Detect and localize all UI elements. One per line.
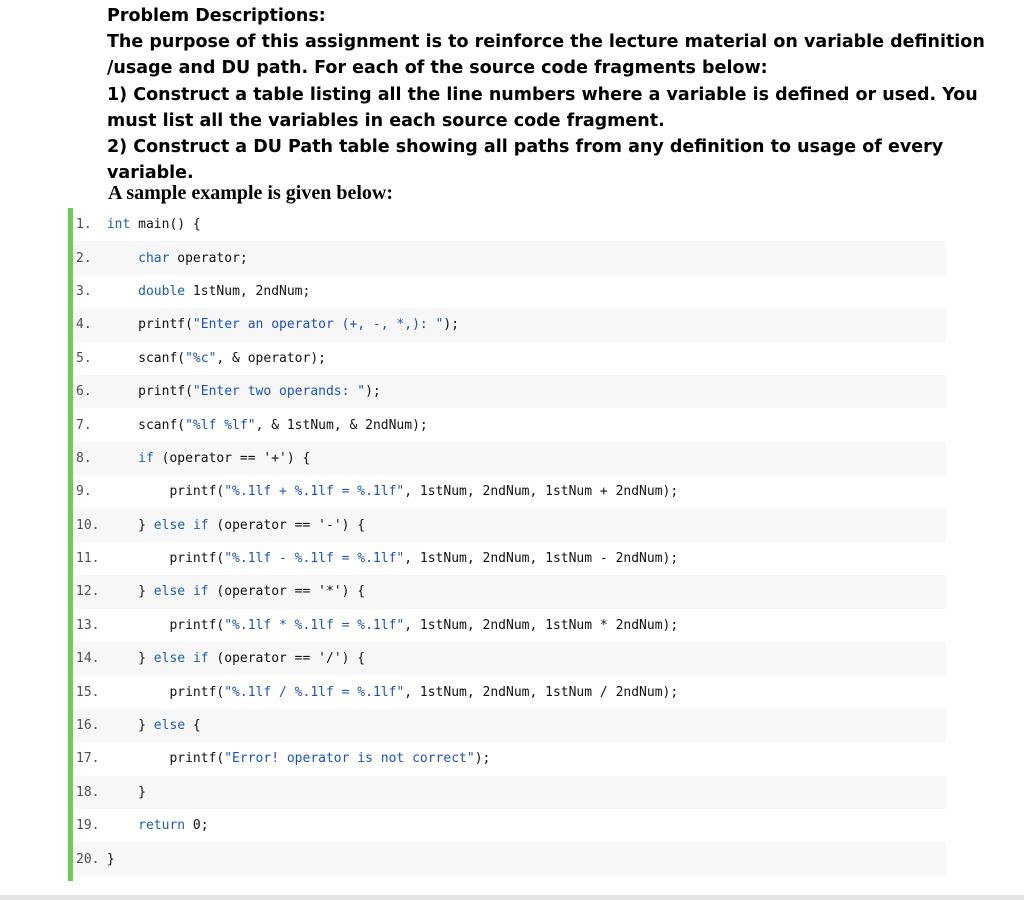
code-line (73, 809, 946, 842)
line-number: 5. (76, 350, 92, 366)
line-number: 2. (76, 250, 92, 266)
code-line (73, 842, 946, 875)
code-text: scanf("%c", & operator); (99, 350, 326, 366)
line-number: 9. (76, 484, 92, 500)
line-number: 14. (76, 651, 100, 667)
line-number: 15. (76, 684, 100, 700)
code-text: } else if (operator == '*') { (99, 584, 366, 600)
code-line (73, 776, 946, 809)
code-text: } else if (operator == '-') { (99, 517, 366, 533)
code-line (73, 575, 946, 608)
line-number: 7. (76, 417, 92, 433)
problem-task-1: 1) Construct a table listing all the line numbers where a variable is defined or used. You must list all the variables in each source code fragment. (107, 84, 978, 131)
code-line (73, 275, 946, 308)
line-number: 6. (76, 384, 92, 400)
code-line (73, 709, 946, 742)
code-line (73, 342, 946, 375)
problem-heading: Problem Descriptions: (107, 6, 326, 26)
code-line (73, 442, 946, 475)
code-text: } (99, 784, 146, 800)
code-line (73, 408, 946, 441)
page-bottom-divider (0, 895, 1024, 900)
line-number: 10. (76, 517, 100, 533)
line-number: 12. (76, 584, 100, 600)
line-number: 13. (76, 617, 100, 633)
problem-description (107, 3, 1007, 186)
code-text: printf("Enter two operands: "); (99, 384, 381, 400)
code-line (73, 742, 946, 775)
line-number: 3. (76, 283, 92, 299)
code-text: } else if (operator == '/') { (99, 651, 366, 667)
code-text: double 1stNum, 2ndNum; (138, 283, 311, 299)
line-number: 4. (76, 317, 92, 333)
code-text: char operator; (138, 250, 248, 266)
problem-task-2: 2) Construct a DU Path table showing all paths from any definition to usage of every variable. (107, 137, 944, 184)
code-text: if (operator == '+') { (138, 450, 311, 466)
code-line (73, 308, 946, 341)
line-number: 19. (76, 818, 100, 834)
code-text: printf("Enter an operator (+, -, *,): "); (99, 317, 460, 333)
code-text: scanf("%lf %lf", & 1stNum, & 2ndNum); (99, 417, 428, 433)
code-line (73, 642, 946, 675)
code-text: } (99, 851, 115, 867)
line-number: 17. (76, 751, 100, 767)
line-number: 11. (76, 551, 100, 567)
code-text: printf("%.1lf - %.1lf = %.1lf", 1stNum, 2ndNum, 1stNum - 2ndNum); (99, 551, 679, 567)
code-text: printf("%.1lf / %.1lf = %.1lf", 1stNum, 2ndNum, 1stNum / 2ndNum); (99, 684, 679, 700)
code-text: printf("%.1lf + %.1lf = %.1lf", 1stNum, 2ndNum, 1stNum + 2ndNum); (99, 484, 679, 500)
line-number: 18. (76, 784, 100, 800)
line-number: 8. (76, 450, 92, 466)
code-block (68, 208, 946, 881)
code-text: return 0; (138, 818, 209, 834)
code-text: printf("Error! operator is not correct"); (99, 751, 491, 767)
code-line (73, 509, 946, 542)
code-line (73, 241, 946, 274)
code-text: int main() { (106, 217, 201, 233)
sample-example-heading: A sample example is given below: (108, 182, 393, 204)
code-line (73, 675, 946, 708)
code-line (73, 375, 946, 408)
line-number: 20. (76, 851, 100, 867)
code-line (73, 475, 946, 508)
code-line (73, 609, 946, 642)
code-line (73, 208, 946, 241)
code-text: printf("%.1lf * %.1lf = %.1lf", 1stNum, 2ndNum, 1stNum * 2ndNum); (99, 617, 679, 633)
problem-purpose: The purpose of this assignment is to reinforce the lecture material on variable definition /usage and DU path. For each of the source code fragments below: (107, 32, 985, 79)
line-number: 1. (76, 217, 92, 233)
code-text: } else { (99, 718, 201, 734)
code-line (73, 542, 946, 575)
line-number: 16. (76, 718, 100, 734)
